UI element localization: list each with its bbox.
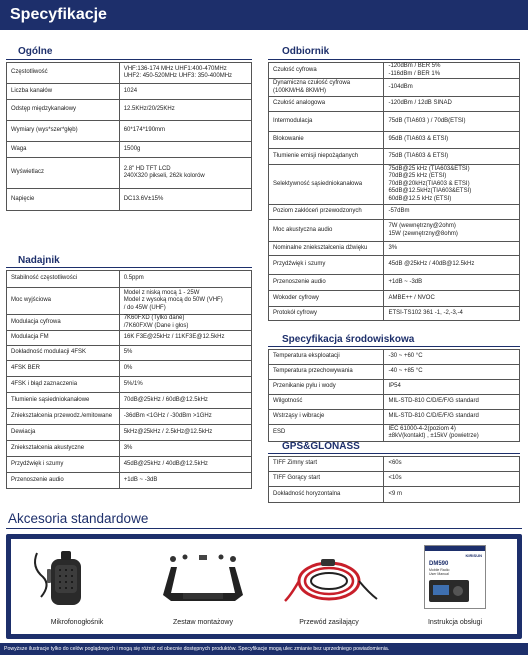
spec-row-czulosc-analogowa — [269, 97, 520, 112]
spec-value-line: 5%/1% — [123, 380, 143, 387]
spec-value-line: 5kHz@25kHz / 2.5kHz@12.5kHz — [123, 428, 213, 435]
spec-label-line: Protokół cyfrowy — [273, 309, 318, 316]
spec-label-line: Przenikanie pyłu i wody — [273, 383, 336, 390]
spec-value-line: / do 45W (UHF) — [123, 304, 166, 311]
spec-label — [269, 380, 384, 395]
spec-value — [119, 189, 251, 211]
spec-value — [119, 142, 251, 158]
spec-row-znieksztalcenia-przewodz-emitowane — [7, 409, 252, 425]
spec-value — [119, 377, 251, 393]
spec-value-line: -120dBm / BER 5% — [388, 63, 441, 69]
spec-row-wyswietlacz — [7, 158, 252, 189]
spec-value — [119, 288, 251, 315]
spec-value-line: -30 ~ +60 °C — [388, 353, 423, 360]
spec-label — [7, 189, 120, 211]
spec-label — [269, 63, 384, 79]
spec-value — [384, 395, 520, 410]
spec-value-line: 45dB @25kHz / 40dB@12.5kHz — [388, 261, 475, 268]
spec-value-line: 5% — [123, 349, 133, 356]
spec-row-intermodulacja — [269, 112, 520, 132]
spec-label-line: Temperatura eksploatacji — [273, 353, 340, 360]
spec-label-line: Przydźwięk i szumy — [11, 460, 64, 467]
spec-label — [269, 97, 384, 112]
spec-label-line: Modulacja FM — [11, 334, 49, 341]
spec-table-odbiornik — [268, 62, 520, 321]
accessory-label: Mikrofonogłośnik — [50, 619, 104, 626]
spec-label — [269, 132, 384, 149]
spec-label — [269, 472, 384, 487]
section-title-srodowisko: Specyfikacja środowiskowa — [282, 334, 415, 345]
spec-label-line: Częstotliwość — [11, 69, 48, 76]
spec-value — [119, 473, 251, 489]
page-title: Specyfikacje — [10, 6, 107, 23]
footer-disclaimer: Powyższe ilustracje tylko do celów poglądowych i mogą się różnić od obecnie dostępnych produktów. Specyfikacje mogą ulec zmianie bez uprzedniego powiadomienia. — [4, 646, 390, 652]
spec-value — [384, 365, 520, 380]
manual-line-2: User Manual — [429, 572, 449, 576]
spec-value — [384, 380, 520, 395]
spec-label — [7, 441, 120, 457]
spec-row-4fsk-ber — [7, 361, 252, 377]
spec-row-modulacja-cyfrowa — [7, 315, 252, 331]
spec-value-line: UHF2: 450-520MHz UHF3: 350-400MHz — [123, 73, 233, 79]
spec-value — [119, 84, 251, 100]
spec-value — [119, 331, 251, 346]
spec-value — [384, 350, 520, 365]
spec-label-line: Napięcie — [11, 195, 35, 202]
spec-value — [119, 393, 251, 409]
spec-label-line: 4FSK BER — [11, 364, 41, 371]
spec-label-line: Blokowanie — [273, 136, 304, 143]
spec-label — [7, 63, 120, 84]
spec-label-line: Modulacja cyfrowa — [11, 318, 61, 325]
spec-value-line: 15W (zewnętrzny@8ohm) — [388, 230, 458, 237]
manual-cover — [424, 545, 486, 609]
spec-table-gps — [268, 456, 520, 503]
manual-line-1: Mobile Radio — [429, 568, 450, 572]
spec-value — [384, 242, 520, 256]
spec-label-line: Nominalne zniekształcenia dźwięku — [273, 244, 368, 251]
spec-value-line: MIL-STD-810 C/D/E/F/G standard — [388, 413, 479, 420]
spec-row-tiff-goracy-start — [269, 472, 520, 487]
spec-label-line: Poziom zakłóceń przewodzonych — [273, 208, 362, 215]
spec-label — [269, 307, 384, 321]
spec-label — [7, 100, 120, 121]
spec-label — [269, 291, 384, 307]
manual-model: DM590 — [429, 561, 449, 567]
spec-value — [119, 425, 251, 441]
manual-radio-photo — [429, 580, 469, 602]
spec-value — [119, 271, 251, 288]
spec-label — [269, 205, 384, 220]
spec-row-temperatura-eksploatacji — [269, 350, 520, 365]
spec-label — [7, 393, 120, 409]
spec-row-odstep-miedzykanalowy — [7, 100, 252, 121]
spec-value-line: Model z wysoką mocą do 50W (VHF) — [123, 297, 223, 304]
spec-value — [384, 472, 520, 487]
spec-value — [384, 487, 520, 503]
spec-value-line: -36dBm <1GHz / -30dBm >1GHz — [123, 412, 212, 419]
spec-value-line: -116dBm / BER 1% — [388, 70, 441, 77]
spec-value — [384, 275, 520, 291]
spec-label-line: Liczba kanałów — [11, 87, 53, 94]
spec-label — [7, 121, 120, 142]
spec-label-line: TIFF Gorący start — [273, 475, 321, 482]
spec-label-line: (100KM/H& 8KM/H) — [273, 87, 327, 94]
spec-row-wokoder-cyfrowy — [269, 291, 520, 307]
spec-label-line: Stabilność częstotliwości — [11, 275, 78, 282]
spec-label — [269, 79, 384, 97]
spec-value-line: 0.5ppm — [123, 275, 144, 282]
spec-label-line: Przenoszenie audio — [11, 476, 64, 483]
user-manual-icon — [395, 545, 515, 615]
spec-value — [119, 315, 251, 331]
spec-row-tlumienie-emisji-niepozadanych — [269, 149, 520, 165]
spec-value — [119, 63, 251, 84]
spec-row-napiecie — [7, 189, 252, 211]
spec-value-line: DC13.6V±15% — [123, 195, 164, 202]
spec-label — [7, 84, 120, 100]
spec-label — [269, 165, 384, 205]
spec-value-line: -57dBm — [388, 208, 410, 215]
section-rule-odbiornik — [268, 59, 520, 60]
spec-value — [384, 112, 520, 132]
spec-label-line: Zniekształcenia akustyczne — [11, 444, 85, 451]
spec-label-line: Wymiary (wys*szer*głęb) — [11, 127, 78, 134]
accessory-item-mount — [143, 539, 263, 634]
spec-value — [384, 410, 520, 425]
mounting-bracket-icon — [143, 545, 263, 615]
accessory-label: Zestaw montażowy — [173, 619, 233, 626]
spec-label — [7, 288, 120, 315]
spec-label-line: Dokładność modulacji 4FSK — [11, 349, 87, 356]
accessories-panel — [6, 534, 522, 639]
spec-label — [269, 395, 384, 410]
spec-row-selektywnosc-sasiedniokanalowa — [269, 165, 520, 205]
spec-value-line: ±8kV(kontakt) , ±15kV (powietrze) — [388, 433, 479, 439]
spec-label-line: Wokoder cyfrowy — [273, 294, 319, 301]
spec-row-wstrzasy-i-wibracje — [269, 410, 520, 425]
spec-row-znieksztalcenia-akustyczne — [7, 441, 252, 457]
spec-label-line: Tłumienie emisji niepożądanych — [273, 152, 359, 159]
accessory-item-microphone — [17, 539, 137, 634]
spec-label — [7, 425, 120, 441]
spec-value — [384, 256, 520, 275]
spec-value — [384, 165, 520, 205]
spec-label — [269, 487, 384, 503]
spec-label-line: Przydźwięk i szumy — [273, 261, 326, 268]
spec-row-waga — [7, 142, 252, 158]
spec-label-line: Zniekształcenia przewodz./emitowane — [11, 412, 113, 419]
spec-row-czestotliwosc — [7, 63, 252, 84]
spec-value-line: 70dB@25 kHz (ETSI) — [388, 173, 447, 180]
spec-value — [119, 441, 251, 457]
spec-row-4fsk-i-blad-zaznaczenia — [7, 377, 252, 393]
spec-value — [119, 158, 251, 189]
spec-row-nominalne-znieksztalcenia-dzwieku — [269, 242, 520, 256]
spec-row-wilgotnosc — [269, 395, 520, 410]
spec-label — [269, 410, 384, 425]
spec-label-line: Dokładność horyzontalna — [273, 490, 341, 497]
spec-value — [384, 79, 520, 97]
spec-label — [269, 256, 384, 275]
spec-value — [384, 149, 520, 165]
spec-row-dynamiczna-czulosc-cyfrowa — [269, 79, 520, 97]
spec-value — [119, 346, 251, 361]
spec-value — [119, 457, 251, 473]
spec-label-line: Dynamiczna czułość cyfrowa — [273, 80, 351, 86]
manual-brand: KIRISUN — [465, 553, 482, 558]
spec-value-line: IEC 61000-4-2(poziom 4) — [388, 425, 456, 432]
spec-value — [384, 457, 520, 472]
section-rule-nadajnik — [6, 267, 252, 268]
spec-label — [7, 142, 120, 158]
section-rule-srodowisko — [268, 346, 520, 347]
accessories-rule — [6, 528, 522, 529]
spec-value — [119, 100, 251, 121]
spec-value-line: 1024 — [123, 87, 138, 94]
spec-value — [119, 121, 251, 142]
spec-row-liczba-kanalow — [7, 84, 252, 100]
spec-row-dokladnosc-horyzontalna — [269, 487, 520, 503]
spec-value-line: 16K F3E@25kHz / 11KF3E@12.5kHz — [123, 334, 225, 341]
spec-value — [384, 425, 520, 442]
spec-value-line: 65dB@12.5kHz(TIA603&ETSI) — [388, 188, 472, 195]
spec-label-line: 4FSK i błąd zaznaczenia — [11, 380, 78, 387]
spec-row-przydzwiek-i-szumy — [7, 457, 252, 473]
spec-value — [384, 205, 520, 220]
section-rule-gps — [268, 453, 520, 454]
spec-value-line: MIL-STD-810 C/D/E/F/G standard — [388, 398, 479, 405]
spec-label-line: Temperatura przechowywania — [273, 368, 353, 375]
spec-value-line: 95dB (TIA603 & ETSI) — [388, 136, 449, 143]
accessory-item-manual — [395, 539, 515, 634]
spec-label — [7, 315, 120, 331]
spec-value — [119, 361, 251, 377]
spec-row-moc-akustyczna-audio — [269, 220, 520, 242]
spec-value-line: <60s — [388, 460, 402, 467]
spec-row-esd — [269, 425, 520, 442]
spec-label — [269, 220, 384, 242]
spec-value-line: 2.8" HD TFT LCD — [123, 165, 171, 172]
spec-label-line: Odstęp międzykanałowy — [11, 106, 77, 113]
spec-label-line: Wstrząsy i wibracje — [273, 413, 325, 420]
accessory-label: Instrukcja obsługi — [427, 619, 483, 626]
manual-top-stripe — [425, 546, 485, 551]
spec-row-protokol-cyfrowy — [269, 307, 520, 321]
spec-value-line: 70dB@25kHz / 60dB@12.5kHz — [123, 396, 208, 403]
spec-row-blokowanie — [269, 132, 520, 149]
spec-row-stabilnosc-czestotliwosci — [7, 271, 252, 288]
spec-row-poziom-zaklocen-przewodzonych — [269, 205, 520, 220]
spec-row-przenoszenie-audio — [7, 473, 252, 489]
spec-value-line: +1dB ~ -3dB — [388, 278, 423, 285]
spec-label-line: Przenoszenie audio — [273, 278, 326, 285]
spec-label — [7, 158, 120, 189]
spec-label — [269, 275, 384, 291]
spec-label — [7, 346, 120, 361]
spec-value-line: 75dB@25 kHz (TIA603&ETSI) — [388, 165, 470, 172]
spec-value — [384, 220, 520, 242]
spec-row-przydzwiek-i-szumy — [269, 256, 520, 275]
spec-label-line: Selektywność sąsiedniokanałowa — [273, 180, 363, 187]
spec-label — [269, 457, 384, 472]
spec-row-dewiacja — [7, 425, 252, 441]
spec-row-wymiary-wys-szer-gleb — [7, 121, 252, 142]
spec-label-line: Moc wyjściowa — [11, 297, 52, 304]
spec-value-line: 75dB (TIA603 ) / 70dB(ETSI) — [388, 117, 466, 124]
spec-row-moc-wyjsciowa — [7, 288, 252, 315]
spec-row-przenikanie-pylu-i-wody — [269, 380, 520, 395]
spec-value-line: 3% — [388, 244, 398, 251]
spec-value-line: 70dB@20kHz(TIA603 & ETSI) — [388, 180, 470, 187]
power-cable-icon — [269, 545, 389, 615]
spec-row-modulacja-fm — [7, 331, 252, 346]
spec-label-line: Wyświetlacz — [11, 169, 44, 176]
spec-value-line: 7K60FXD (Tylko dane) — [123, 315, 185, 321]
spec-table-ogolne — [6, 62, 252, 211]
spec-label-line: Tłumienie sąsiedniokanałowe — [11, 396, 90, 403]
spec-value-line: 45dB@25kHz / 40dB@12.5kHz — [123, 460, 208, 467]
spec-value-line: 75dB (TIA603 & ETSI) — [388, 152, 449, 159]
spec-label-line: Intermodulacja — [273, 117, 313, 124]
spec-label-line: Czułość analogowa — [273, 100, 326, 107]
spec-row-przenoszenie-audio — [269, 275, 520, 291]
spec-value-line: 7W (wewnętrzny@2ohm) — [388, 223, 456, 229]
spec-label-line: ESD — [273, 429, 286, 436]
spec-label — [7, 377, 120, 393]
spec-label — [7, 409, 120, 425]
spec-value-line: 12.5KHz/20/25KHz — [123, 106, 175, 113]
spec-value-line: /7K60FXW (Dane i głos) — [123, 322, 189, 329]
spec-value — [384, 97, 520, 112]
section-title-gps: GPS&GLONASS — [282, 441, 360, 452]
spec-label-line: Wilgotność — [273, 398, 303, 405]
spec-label — [269, 365, 384, 380]
spec-value-line: 0% — [123, 364, 133, 371]
spec-value — [384, 307, 520, 321]
spec-label — [269, 425, 384, 442]
spec-label — [7, 457, 120, 473]
spec-label — [269, 112, 384, 132]
spec-value-line: AMBE++ / NVOC — [388, 294, 435, 301]
spec-value — [119, 409, 251, 425]
spec-label — [269, 149, 384, 165]
accessories-title: Akcesoria standardowe — [8, 511, 149, 526]
spec-value-line: 3% — [123, 444, 133, 451]
spec-label — [269, 242, 384, 256]
spec-label-line: Moc akustyczna audio — [273, 226, 333, 233]
spec-value-line: 60*174*190mm — [123, 127, 166, 134]
section-title-nadajnik: Nadajnik — [18, 255, 60, 266]
spec-value-line: +1dB ~ -3dB — [123, 476, 158, 483]
spec-value-line: ETSI-TS102 361 -1, -2,-3,-4 — [388, 309, 463, 316]
spec-value-line: 240X320 pikseli, 262k kolorów — [123, 173, 205, 179]
spec-value — [384, 132, 520, 149]
spec-label — [7, 271, 120, 288]
spec-value-line: -40 ~ +85 °C — [388, 368, 423, 375]
spec-value — [384, 291, 520, 307]
section-rule-ogolne — [6, 59, 252, 60]
spec-table-srodowisko — [268, 349, 520, 442]
spec-row-temperatura-przechowywania — [269, 365, 520, 380]
spec-row-tlumienie-sasiedniokanalowe — [7, 393, 252, 409]
spec-value-line: IP54 — [388, 383, 401, 390]
spec-value-line: VHF:136-174 MHz UHF1:400-470MHz — [123, 65, 227, 72]
spec-label — [269, 350, 384, 365]
spec-label-line: Czułość cyfrowa — [273, 66, 317, 73]
section-title-odbiornik: Odbiornik — [282, 46, 330, 57]
spec-row-czulosc-cyfrowa — [269, 63, 520, 79]
spec-value-line: <10s — [388, 475, 402, 482]
spec-value-line: 1500g — [123, 145, 141, 152]
speaker-microphone-icon — [17, 545, 137, 615]
spec-value-line: 60dB@12.5 kHz (ETSI) — [388, 195, 452, 202]
spec-row-tiff-zimny-start — [269, 457, 520, 472]
spec-label — [7, 361, 120, 377]
accessory-item-power-cable — [269, 539, 389, 634]
spec-table-nadajnik — [6, 270, 252, 489]
spec-value-line: -104dBm — [388, 83, 413, 90]
spec-value — [384, 63, 520, 79]
spec-label — [7, 331, 120, 346]
spec-label-line: Dewiacja — [11, 428, 36, 435]
accessory-label: Przewód zasilający — [299, 619, 359, 626]
spec-label — [7, 473, 120, 489]
section-title-ogolne: Ogólne — [18, 46, 53, 57]
spec-value-line: <9 m — [388, 490, 402, 497]
spec-value-line: Model z niską mocą 1 - 25W — [123, 289, 200, 296]
spec-value-line: -120dBm / 12dB SINAD — [388, 100, 452, 107]
spec-label-line: TIFF Zimny start — [273, 460, 317, 467]
spec-label-line: Waga — [11, 145, 27, 152]
spec-row-dokladnosc-modulacji-4fsk — [7, 346, 252, 361]
